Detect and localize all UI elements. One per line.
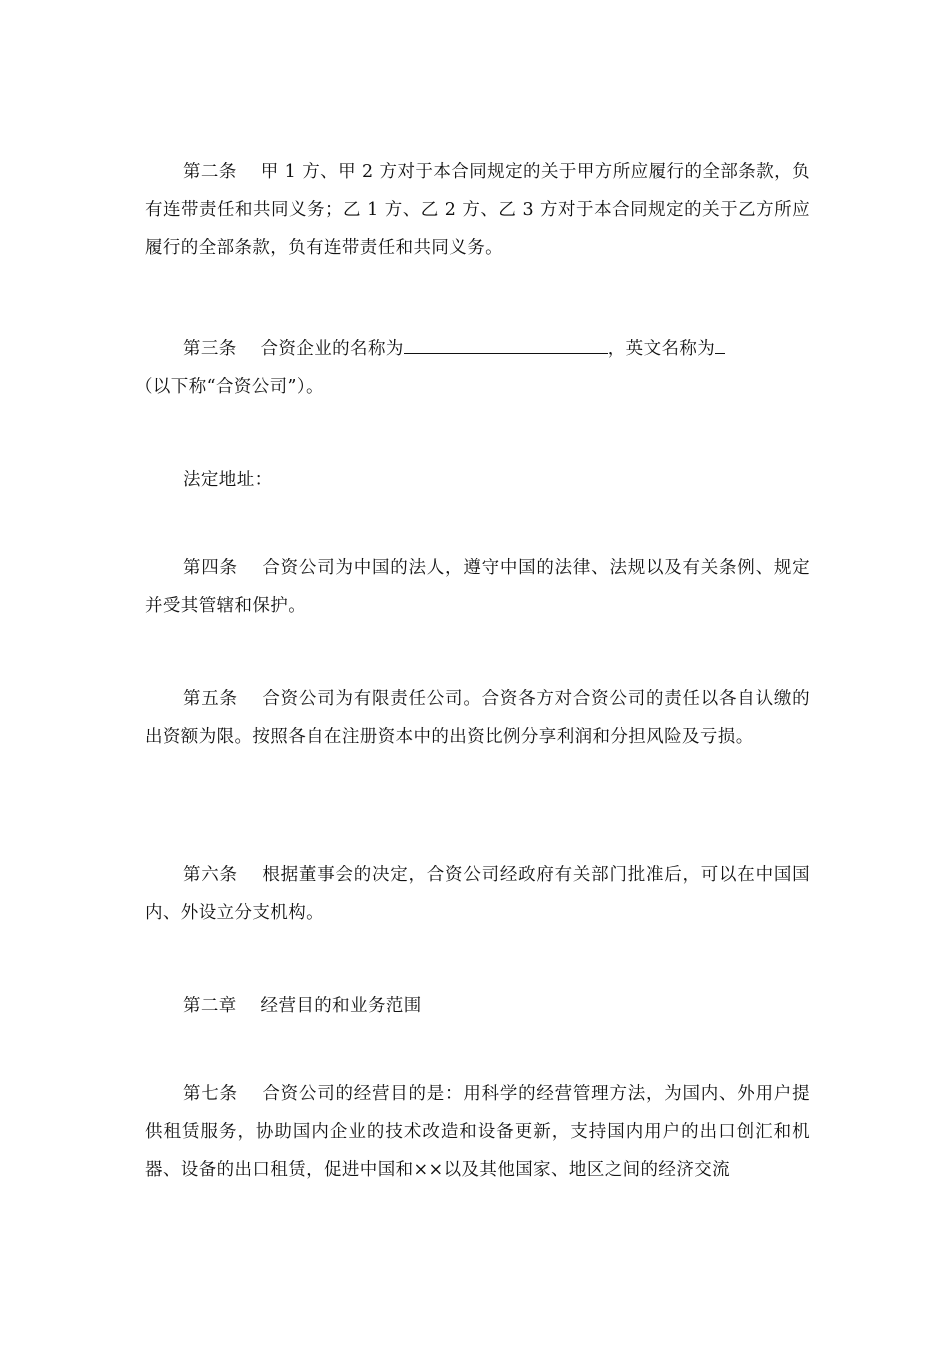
article-3-text-part1: 第三条 合资企业的名称为 <box>183 339 404 359</box>
article-2-paragraph <box>145 153 810 267</box>
chinese-name-blank <box>404 333 608 354</box>
article-6-paragraph <box>145 856 810 932</box>
article-3-text-part3: （以下称“合资公司”）。 <box>135 377 324 397</box>
english-name-blank <box>715 333 725 354</box>
legal-address-label: 法定地址： <box>183 470 273 490</box>
article-3-paragraph <box>135 330 810 406</box>
article-4-paragraph <box>145 549 810 625</box>
article-3-text-part2: ，英文名称为 <box>607 339 716 359</box>
article-7-text: 第七条 合资公司的经营目的是：用科学的经营管理方法，为国内、外用户提供租赁服务，协助国内企业的技术改造和设备更新，支持国内用户的出口创汇和机器、设备的出口租赁，促进中国和××以及其他国家、地区之间的经济交流 <box>145 1084 810 1180</box>
article-2-text: 第二条 甲 1 方、甲 2 方对于本合同规定的关于甲方所应履行的全部条款，负有连带责任和共同义务；乙 1 方、乙 2 方、乙 3 方对于本合同规定的关于乙方所应履行的全部条款，负有连带责任和共同义务。 <box>145 162 810 258</box>
article-5-paragraph <box>145 680 810 756</box>
article-5-text: 第五条 合资公司为有限责任公司。合资各方对合资公司的责任以各自认缴的出资额为限。按照各自在注册资本中的出资比例分享利润和分担风险及亏损。 <box>145 689 810 747</box>
legal-address-paragraph <box>145 461 810 499</box>
chapter-2-heading <box>145 987 810 1025</box>
chapter-2-text: 第二章 经营目的和业务范围 <box>183 996 422 1016</box>
article-4-text: 第四条 合资公司为中国的法人，遵守中国的法律、法规以及有关条例、规定并受其管辖和保护。 <box>145 558 810 616</box>
article-6-text: 第六条 根据董事会的决定，合资公司经政府有关部门批准后，可以在中国国内、外设立分支机构。 <box>145 865 810 923</box>
article-7-paragraph <box>145 1075 810 1189</box>
